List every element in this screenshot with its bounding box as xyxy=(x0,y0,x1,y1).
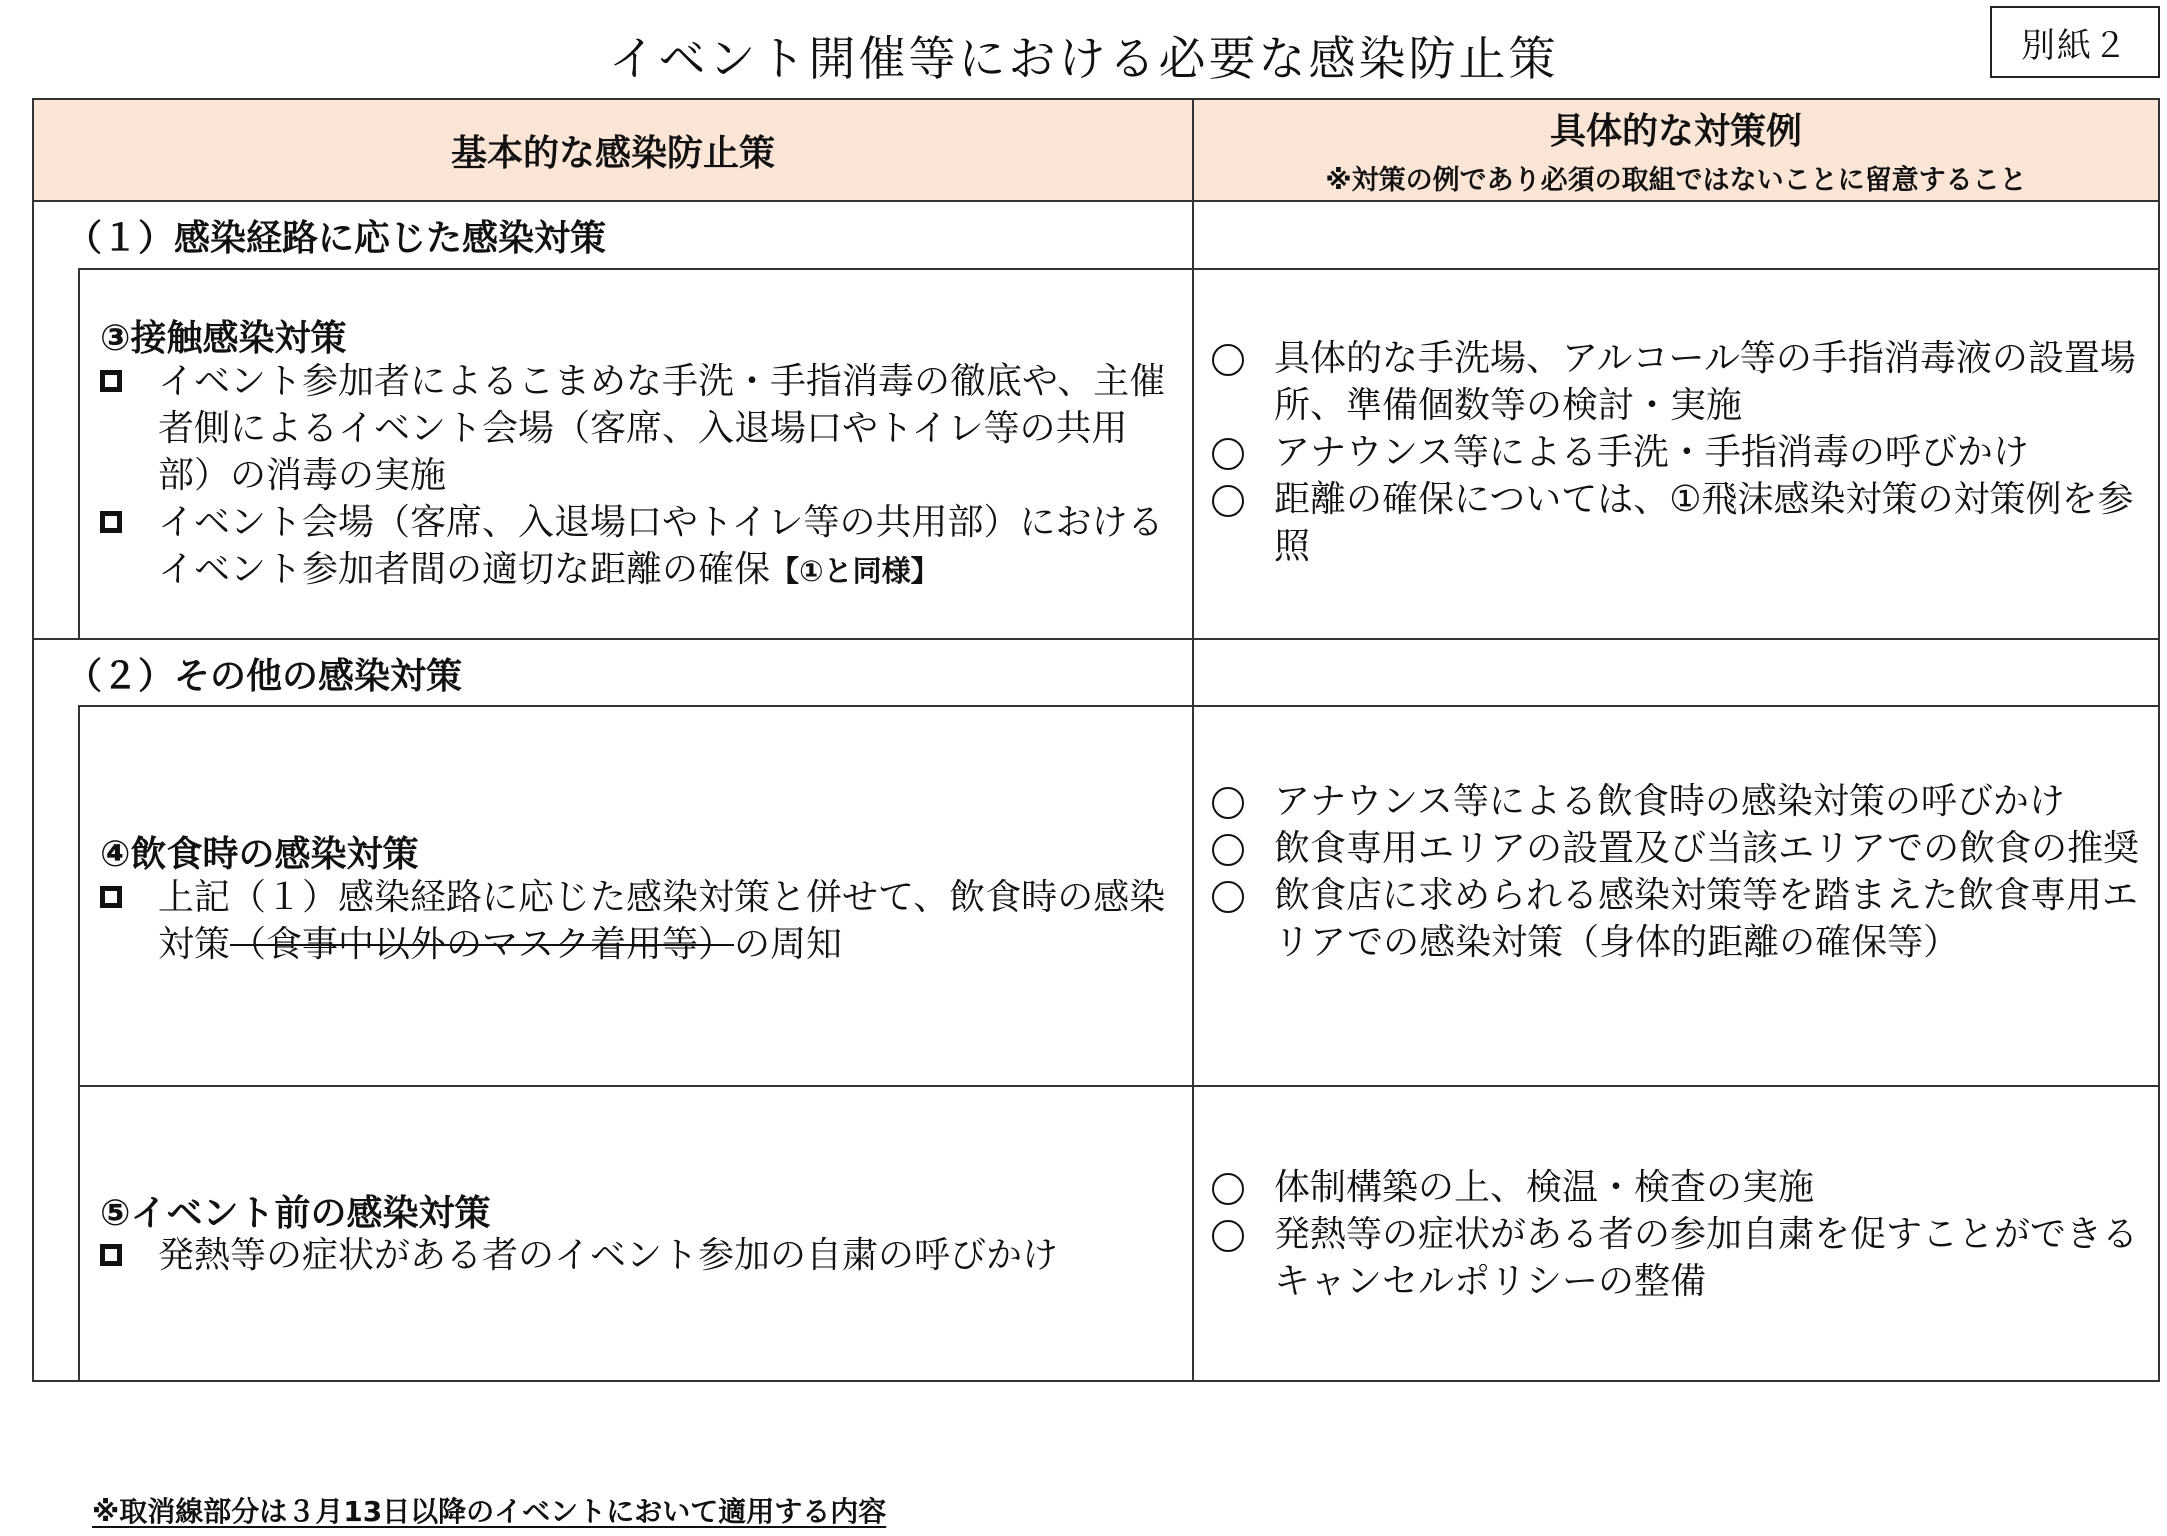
circle-bullet-icon xyxy=(1212,1220,1244,1252)
example-text: アナウンス等による手洗・手指消毒の呼びかけ xyxy=(1274,432,2029,473)
block5-measures xyxy=(100,1232,1180,1279)
header-basic-measures-label: 基本的な感染防止策 xyxy=(450,132,775,174)
block4-examples xyxy=(1212,778,2152,966)
example-item xyxy=(1212,778,2152,825)
block4-title: ④飲食時の感染対策 xyxy=(100,834,419,875)
example-text: 距離の確保については、①飛沫感染対策の対策例を参照 xyxy=(1274,479,2134,567)
block5-examples xyxy=(1212,1164,2152,1305)
measure-item xyxy=(100,1232,1180,1279)
header-basic-measures xyxy=(32,98,1194,202)
example-item xyxy=(1212,335,2152,429)
example-text: 具体的な手洗場、アルコール等の手指消毒液の設置場所、準備個数等の検討・実施 xyxy=(1274,338,2136,426)
struck-text: （食事中以外のマスク着用等） xyxy=(230,924,735,965)
circle-bullet-icon xyxy=(1212,438,1244,470)
section-heading-2: （２）その他の感染対策 xyxy=(66,656,463,697)
measure-item xyxy=(100,358,1180,499)
example-item xyxy=(1212,429,2152,476)
column-divider xyxy=(1192,200,1194,1382)
indent-divider xyxy=(78,705,80,1382)
measure-text-body: イベント会場（客席、入退場口やトイレ等の共用部）におけるイベント参加者間の適切な距離の確保 xyxy=(158,502,1164,590)
example-item xyxy=(1212,1211,2152,1305)
circle-bullet-icon xyxy=(1212,344,1244,376)
checkbox-square-icon xyxy=(100,1244,122,1266)
measure-text-end: の周知 xyxy=(734,924,843,965)
measure-item xyxy=(100,874,1180,968)
block4-measures xyxy=(100,874,1180,968)
indent-divider xyxy=(78,268,80,640)
header-examples-label: 具体的な対策例 xyxy=(1549,111,1802,152)
circle-bullet-icon xyxy=(1212,834,1244,866)
same-as-tag: 【①と同様】 xyxy=(770,554,940,588)
example-text: 体制構築の上、検温・検査の実施 xyxy=(1274,1167,1815,1208)
row-divider xyxy=(78,268,2160,270)
section-heading-1: （１）感染経路に応じた感染対策 xyxy=(66,218,607,259)
row-divider xyxy=(78,705,2160,707)
block5-title: ⑤イベント前の感染対策 xyxy=(100,1193,491,1234)
measure-text-body: 上記（１）感染経路に応じた感染対策と併せて、飲食時の感染対策 xyxy=(158,877,1166,965)
block3-measures xyxy=(100,358,1180,595)
example-item xyxy=(1212,872,2152,966)
circle-bullet-icon xyxy=(1212,485,1244,517)
example-item xyxy=(1212,825,2152,872)
checkbox-square-icon xyxy=(100,886,122,908)
measure-text xyxy=(158,499,1180,595)
example-item xyxy=(1212,476,2152,570)
example-text: 発熱等の症状がある者の参加自粛を促すことができるキャンセルポリシーの整備 xyxy=(1274,1214,2139,1302)
document-title: イベント開催等における必要な感染防止策 xyxy=(608,32,1559,87)
circle-bullet-icon xyxy=(1212,1173,1244,1205)
header-examples-note: ※対策の例であり必須の取組ではないことに留意すること xyxy=(1325,165,2027,196)
circle-bullet-icon xyxy=(1212,787,1244,819)
block3-examples xyxy=(1212,335,2152,570)
measure-item xyxy=(100,499,1180,595)
measure-text: 発熱等の症状がある者のイベント参加の自粛の呼びかけ xyxy=(158,1235,1059,1276)
annex-label: 別紙２ xyxy=(1990,6,2160,78)
measure-text: イベント参加者によるこまめな手洗・手指消毒の徹底や、主催者側によるイベント会場（客席、入退場口やトイレ等の共用部）の消毒の実施 xyxy=(158,361,1166,496)
checkbox-square-icon xyxy=(100,370,122,392)
row-divider xyxy=(32,638,2160,640)
example-text: 飲食専用エリアの設置及び当該エリアでの飲食の推奨 xyxy=(1274,828,2140,869)
example-item xyxy=(1212,1164,2152,1211)
header-examples xyxy=(1192,98,2160,202)
checkbox-square-icon xyxy=(100,511,122,533)
circle-bullet-icon xyxy=(1212,881,1244,913)
row-divider xyxy=(78,1085,2160,1087)
block3-title: ③接触感染対策 xyxy=(100,318,347,359)
example-text: 飲食店に求められる感染対策等を踏まえた飲食専用エリアでの感染対策（身体的距離の確保等） xyxy=(1274,875,2139,963)
measure-text xyxy=(158,874,1180,968)
footnote: ※取消線部分は３月13日以降のイベントにおいて適用する内容 xyxy=(92,1495,887,1528)
example-text: アナウンス等による飲食時の感染対策の呼びかけ xyxy=(1274,781,2065,822)
